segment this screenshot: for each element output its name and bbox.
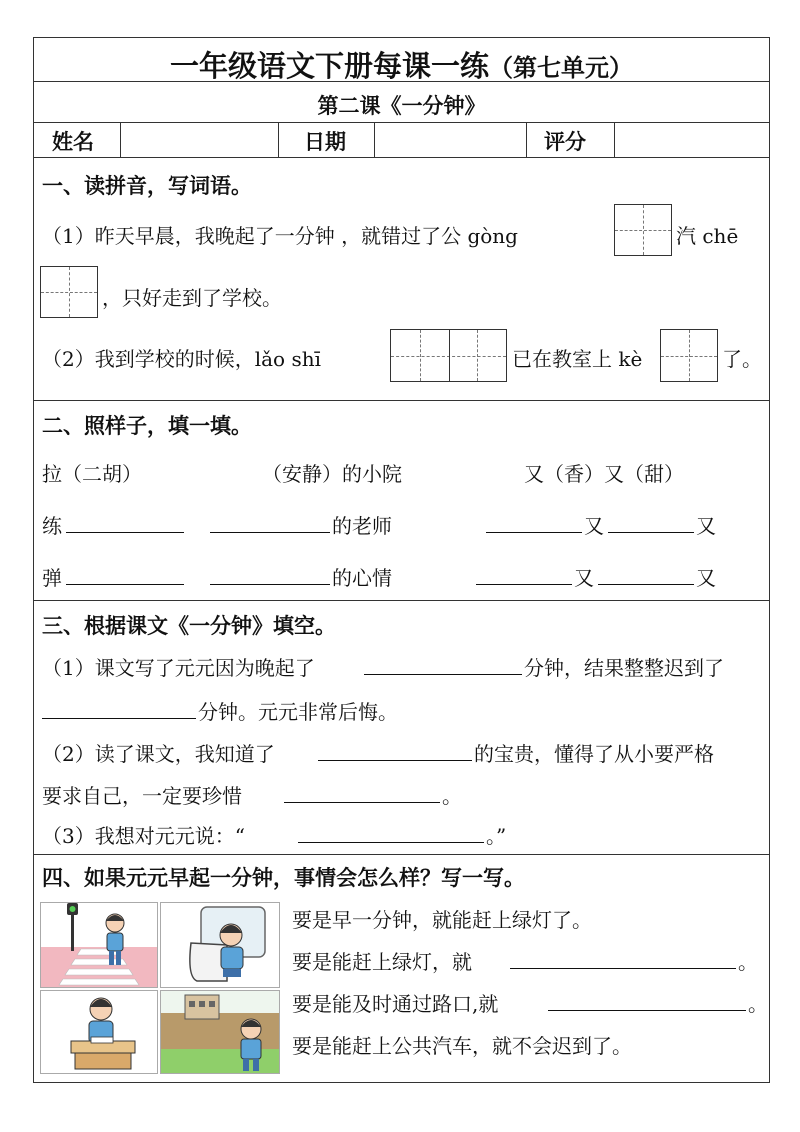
- bus-seat-illustration: [160, 902, 280, 988]
- s2-row1-blank1[interactable]: [66, 512, 184, 533]
- s4-line3-a: 要是能及时通过路口,就: [292, 992, 499, 1016]
- s2-row1-blank3[interactable]: [486, 512, 582, 533]
- s1-q2-text-a: （2）我到学校的时候，lǎo shī: [42, 347, 321, 371]
- s4-line2-a: 要是能赶上绿灯，就: [292, 950, 472, 974]
- desk-study-illustration: [40, 990, 158, 1074]
- tianzige-che[interactable]: [40, 266, 98, 318]
- tianzige-ke[interactable]: [660, 329, 718, 382]
- s2-row2-suffix: 的心情: [332, 566, 392, 590]
- s3-q2-text-d: 。: [442, 784, 462, 808]
- s3-q2-text-a: （2）读了课文，我知道了: [42, 742, 275, 766]
- unit-label: （第七单元）: [489, 53, 633, 82]
- s4-line2-b: 。: [738, 950, 758, 974]
- section2-heading: 二、照样子，填一填。: [42, 413, 252, 438]
- s2-row1-suffix: 的老师: [332, 514, 392, 538]
- s2-row1-you2: 又: [696, 514, 716, 538]
- score-field[interactable]: [616, 124, 766, 155]
- s3-q1-blank2[interactable]: [42, 698, 196, 719]
- s2-row1-blank2[interactable]: [210, 512, 330, 533]
- section3-heading: 三、根据课文《一分钟》填空。: [42, 613, 336, 638]
- s4-line2-blank[interactable]: [510, 948, 736, 969]
- s2-example-1: 拉（二胡）: [42, 462, 142, 486]
- date-label: 日期: [304, 129, 346, 154]
- s3-q2-blank2[interactable]: [284, 782, 440, 803]
- page-title: 一年级语文下册每课一练（第七单元）: [169, 49, 633, 83]
- s2-row2-you1: 又: [574, 566, 594, 590]
- s1-q1-text-b: 汽 chē: [676, 224, 739, 248]
- s2-row2-blank2[interactable]: [210, 564, 330, 585]
- worksheet: [33, 37, 770, 1083]
- crosswalk-illustration: [40, 902, 158, 988]
- s3-q3-text-a: （3）我想对元元说：“: [42, 824, 245, 848]
- tianzige-gong[interactable]: [614, 204, 672, 256]
- s2-row1-blank4[interactable]: [608, 512, 694, 533]
- s2-row2-blank1[interactable]: [66, 564, 184, 585]
- s3-q1-text-b: 分钟，结果整整迟到了: [524, 656, 724, 680]
- score-label: 评分: [544, 129, 586, 154]
- s2-row2-you2: 又: [696, 566, 716, 590]
- s2-example-3: 又（香）又（甜）: [524, 462, 684, 486]
- school-gate-illustration: [160, 990, 280, 1074]
- s3-q2-text-c: 要求自己，一定要珍惜: [42, 784, 242, 808]
- name-label: 姓名: [52, 129, 94, 154]
- s3-q1-text-a: （1）课文写了元元因为晚起了: [42, 656, 315, 680]
- s4-line3-blank[interactable]: [548, 990, 746, 1011]
- s3-q3-text-b: 。”: [486, 824, 507, 848]
- section1-heading: 一、读拼音，写词语。: [42, 173, 252, 198]
- s1-q2-text-c: 了。: [722, 347, 762, 371]
- s3-q3-blank[interactable]: [298, 822, 484, 843]
- s1-q1-text-c: ，只好走到了学校。: [102, 286, 282, 310]
- s3-q1-text-c: 分钟。元元非常后悔。: [198, 700, 398, 724]
- s1-q2-text-b: 已在教室上 kè: [512, 347, 643, 371]
- s2-row2-blank4[interactable]: [598, 564, 694, 585]
- s2-row1-you1: 又: [584, 514, 604, 538]
- lesson-title: 第二课《一分钟》: [317, 93, 486, 118]
- date-field[interactable]: [376, 124, 524, 155]
- s4-line4: 要是能赶上公共汽车，就不会迟到了。: [292, 1034, 632, 1058]
- s4-line1: 要是早一分钟，就能赶上绿灯了。: [292, 908, 592, 932]
- s2-row1-char: 练: [42, 514, 62, 538]
- s2-example-2: （安静）的小院: [262, 462, 402, 486]
- s1-q1-text-a: （1）昨天早晨，我晚起了一分钟 ，就错过了公 gòng: [42, 224, 518, 248]
- section4-heading: 四、如果元元早起一分钟，事情会怎么样？写一写。: [42, 865, 525, 890]
- s4-line3-b: 。: [748, 992, 768, 1016]
- s2-row2-char: 弹: [42, 566, 62, 590]
- s3-q2-text-b: 的宝贵，懂得了从小要严格: [474, 742, 714, 766]
- s3-q2-blank1[interactable]: [318, 740, 472, 761]
- tianzige-laoshi[interactable]: [390, 329, 507, 382]
- s2-row2-blank3[interactable]: [476, 564, 572, 585]
- name-field[interactable]: [122, 124, 276, 155]
- s3-q1-blank1[interactable]: [364, 654, 522, 675]
